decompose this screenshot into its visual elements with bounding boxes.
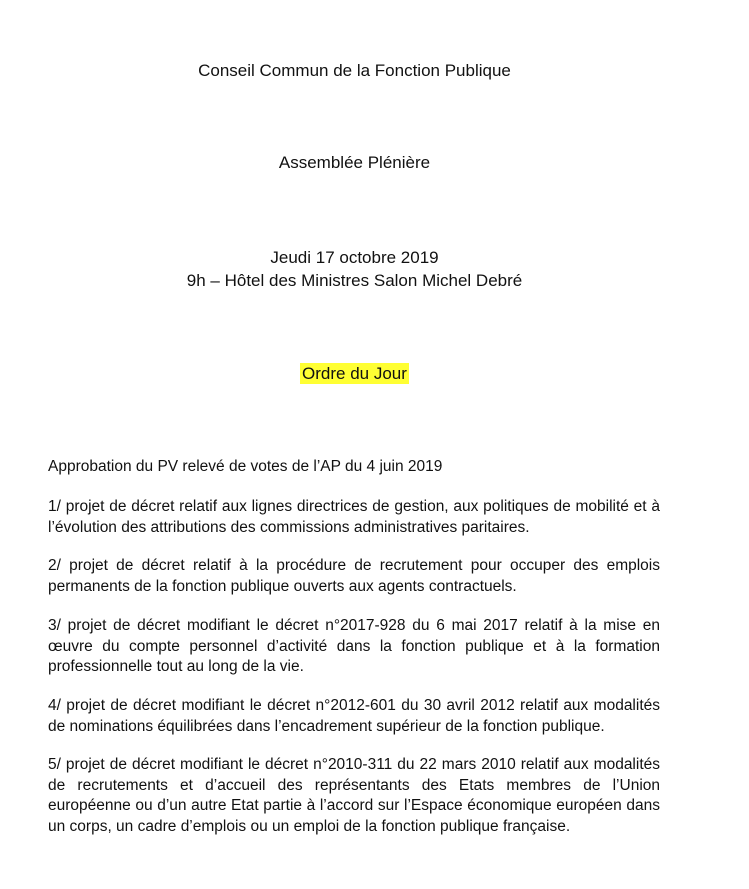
agenda-item-4: 4/ projet de décret modifiant le décret n°2012-601 du 30 avril 2012 relatif aux modalités de nominations équilibrées dans l’encadrement supérieur de la fonction publique. xyxy=(48,697,660,735)
agenda-item-5: 5/ projet de décret modifiant le décret n°2010-311 du 22 mars 2010 relatif aux modalités de recrutements et d’accueil des représentants des Etats membres de l’Union européenne ou d’un autre Etat partie à l’accord sur l’Espace économique européen dans un corps, un cadre d’emplois ou un emploi de la fonction publique française. xyxy=(48,756,660,835)
agenda-intro: Approbation du PV relevé de votes de l’AP du 4 juin 2019 xyxy=(48,458,443,475)
agenda-heading xyxy=(0,363,709,385)
agenda-item-3: 3/ projet de décret modifiant le décret n°2017-928 du 6 mai 2017 relatif à la mise en œuvre du compte personnel d’activité dans la fonction publique et à la formation professionnelle tout au long de la vie. xyxy=(48,617,660,675)
agenda-heading-text: Ordre du Jour xyxy=(302,364,407,383)
session-title: Assemblée Plénière xyxy=(278,153,431,172)
agenda-item-1: 1/ projet de décret relatif aux lignes directrices de gestion, aux politiques de mobilité et à l’évolution des attributions des commissions administratives paritaires. xyxy=(48,498,660,536)
agenda-item-2: 2/ projet de décret relatif à la procédure de recrutement pour occuper des emplois permanents de la fonction publique ouverts aux agents contractuels. xyxy=(48,557,660,595)
meeting-location: 9h – Hôtel des Ministres Salon Michel Debré xyxy=(186,271,523,290)
meeting-date: Jeudi 17 octobre 2019 xyxy=(270,248,439,267)
organisation-title: Conseil Commun de la Fonction Publique xyxy=(198,61,511,80)
